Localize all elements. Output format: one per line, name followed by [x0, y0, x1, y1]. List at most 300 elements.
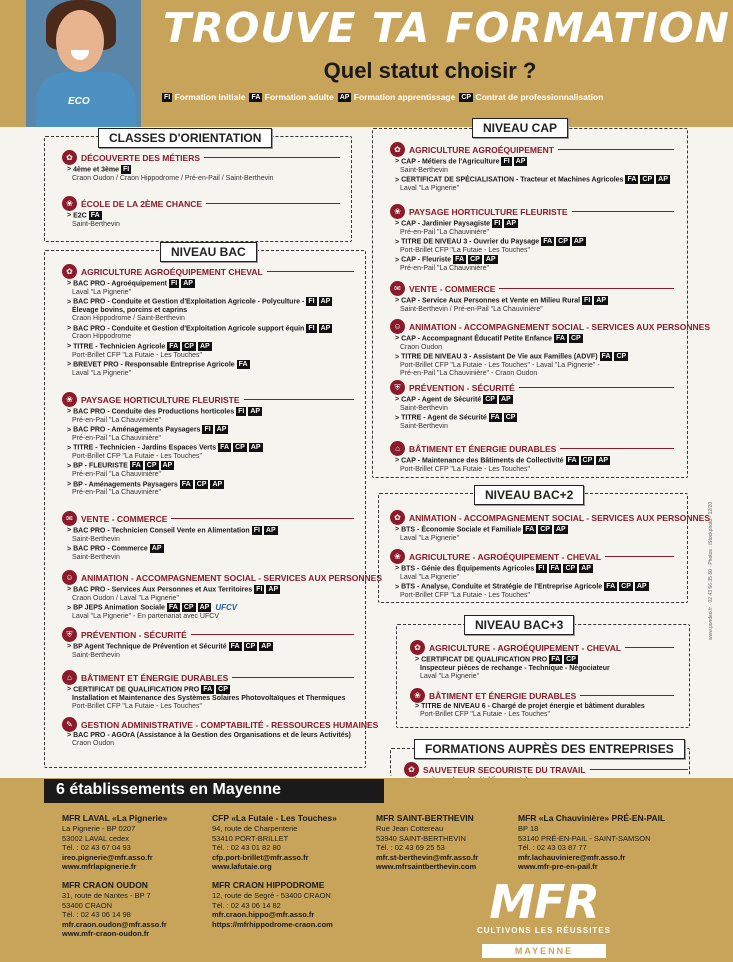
establishment	[212, 880, 333, 929]
status-tag: AP	[596, 297, 607, 304]
section-icon: ❀	[62, 196, 77, 211]
course-location: Pré-en-Pail "La Chauvinière"	[72, 489, 162, 497]
course-location: Craon Oudon	[400, 343, 443, 351]
photo-shirt-text: ECO	[68, 96, 90, 107]
course-item	[67, 443, 362, 453]
course-title: TITRE de NIVEAU 6 - Chargé de projet énergie et bâtiment durables	[421, 703, 645, 710]
section-rule	[204, 157, 340, 158]
status-tag: FA	[627, 176, 637, 184]
section-title: PAYSAGE HORTICULTURE FLEURISTE	[409, 206, 568, 217]
course-item	[67, 642, 362, 652]
section-title: VENTE - COMMERCE	[81, 513, 168, 524]
status-tag: AP	[151, 545, 162, 553]
course-title: BAC PRO - Aménagements Paysagers	[73, 426, 201, 434]
section-header	[62, 627, 362, 642]
status-tag: AP	[199, 604, 210, 612]
status-tag: AP	[250, 408, 261, 415]
establishment-line: Tél. : 02 43 06 14 82	[212, 900, 281, 910]
establishment	[376, 813, 478, 872]
section-rule	[191, 634, 354, 635]
section-header	[62, 392, 362, 407]
section-title: PRÉVENTION - SÉCURITÉ	[81, 629, 187, 640]
course-title: CERTIFICAT DE QUALIFICATION PRO	[421, 656, 548, 664]
section-icon: ⛨	[62, 627, 77, 642]
ufcv-logo: UFCV	[215, 602, 238, 612]
course-location: Port-Brillet CFP "La Futaie - Les Touches"	[420, 711, 550, 719]
section-title: AGRICULTURE AGROÉQUIPEMENT	[409, 144, 554, 155]
status-tag: FI	[123, 166, 130, 173]
status-tag: CP	[565, 565, 576, 572]
establishment	[212, 813, 337, 872]
course-title: BAC PRO - AGOrA (Assistance à la Gestion des Organisations et de leurs Activités)	[73, 732, 351, 739]
section-title: BÂTIMENT ET ÉNERGIE DURABLES	[409, 443, 557, 454]
section-icon: ❀	[390, 549, 405, 564]
section-icon: ✉	[390, 281, 405, 296]
course-title: BAC PRO - Commerce	[73, 545, 148, 553]
bac-section	[62, 511, 362, 562]
course-title: CAP - Accompagnant Éducatif Petite Enfance	[401, 335, 553, 343]
status-tag: AP	[199, 342, 210, 350]
section-header	[62, 570, 382, 585]
course-location: Port-Brillet CFP "La Futaie - Les Touches"	[72, 351, 202, 359]
status-tag: AP	[265, 527, 276, 534]
section-title: BÂTIMENT ET ÉNERGIE DURABLES	[81, 672, 229, 683]
section-icon: ☺	[62, 570, 77, 585]
cap-box-title: NIVEAU CAP	[472, 118, 568, 138]
course-item	[67, 544, 362, 554]
establishment-line: 53410 PORT-BRILLET	[212, 833, 289, 843]
section-title: PAYSAGE HORTICULTURE FLEURISTE	[81, 394, 240, 405]
course-location: Craon Oudon / Laval "La Pignerie"	[72, 594, 179, 602]
legend-label: Contrat de professionnalisation	[473, 92, 604, 102]
status-tag: CP	[642, 176, 653, 184]
bac-section	[62, 627, 362, 660]
status-tag: AP	[658, 176, 668, 184]
course-title: CAP - Fleuriste	[401, 256, 452, 264]
legend-label: Formation apprentissage	[351, 92, 456, 102]
establishment-line: 53140 PRÉ-EN-PAIL - SAINT-SAMSON	[518, 833, 651, 843]
bac-section	[62, 717, 379, 749]
course-item	[395, 255, 682, 265]
legend-tag-fa: FA	[251, 94, 261, 102]
arrow-icon: >	[415, 703, 420, 710]
section-header	[390, 281, 682, 296]
course-item	[395, 175, 682, 185]
mfr-logo-text: MFR	[489, 875, 599, 929]
section-icon: ⌂	[62, 670, 77, 685]
establishment-line: 53002 LAVAL cedex	[62, 833, 129, 843]
status-tag: AP	[555, 526, 566, 533]
course-location: Saint-Berthevin	[72, 535, 120, 543]
arrow-icon: >	[395, 583, 400, 591]
arrow-icon: >	[67, 444, 72, 452]
section-header	[410, 688, 682, 703]
arrow-icon: >	[395, 396, 400, 404]
course-item	[395, 395, 682, 405]
establishment-line: Tél. : 02 43 03 87 77	[518, 843, 587, 853]
establishment-line: www.mfrlapignerie.fr	[62, 862, 137, 872]
status-tag: CP	[582, 457, 593, 464]
arrow-icon: >	[67, 166, 72, 174]
legend-tag-ap: AP	[339, 94, 350, 102]
bac2-box-title: NIVEAU BAC+2	[474, 485, 584, 505]
course-title: TITRE - Agent de Sécurité	[401, 414, 487, 422]
status-tag: FI	[494, 220, 501, 227]
status-tag: FA	[455, 256, 465, 264]
status-tag: CP	[218, 686, 228, 693]
course-item	[67, 461, 362, 471]
course-location: Saint-Berthevin	[72, 651, 120, 659]
establishment-line: 94, route de Charpenterie	[212, 824, 298, 833]
course-location: Port-Brillet CFP "La Futaie - Les Touches"	[400, 465, 530, 473]
course-location: Saint-Berthevin	[400, 404, 448, 412]
arrow-icon: >	[395, 297, 400, 305]
course-location: Craon Oudon	[72, 740, 115, 748]
establishment-line: mfr.lachauviniere@mfr.asso.fr	[518, 852, 626, 862]
status-tag: FI	[170, 280, 178, 287]
course-title: E2C	[73, 212, 87, 220]
course-location: Port-Brillet CFP "La Futaie - Les Touches"	[400, 246, 530, 254]
course-title: BAC PRO - Services Aux Personnes et Aux Territoires	[73, 586, 253, 594]
entreprises-box-title: FORMATIONS AUPRÈS DES ENTREPRISES	[414, 739, 685, 759]
course-title: CAP - Service Aux Personnes et Vente en Milieu Rural	[401, 297, 581, 305]
establishment-line: www.mfrsaintberthevin.com	[376, 862, 477, 872]
establishment-line: ireo.pignerie@mfr.asso.fr	[62, 852, 153, 862]
establishment-name: CFP «La Futaie - Les Touches»	[212, 813, 337, 823]
bac3-section	[410, 688, 682, 720]
status-tag: FA	[90, 212, 100, 219]
establishment-line: 53400 CRAON	[62, 900, 113, 910]
course-title: BAC PRO - Conduite des Productions horticoles	[73, 408, 235, 416]
status-tag: CP	[616, 353, 627, 361]
section-icon: ⌂	[390, 441, 405, 456]
course-location: Port-Brillet CFP "La Futaie - Les Touches"	[72, 703, 202, 711]
section-title: ANIMATION - ACCOMPAGNEMENT SOCIAL - SERVICES AUX PERSONNES	[81, 572, 382, 583]
section-header	[390, 204, 682, 219]
course-item	[67, 324, 362, 334]
course-item	[395, 413, 682, 423]
section-header	[62, 717, 379, 732]
arrow-icon: >	[395, 335, 400, 343]
course-location: Port-Brillet CFP "La Futaie - Les Touches" - Laval "La Pignerie" -	[400, 361, 600, 369]
status-tag: FA	[181, 480, 191, 488]
legend-tag-cp: CP	[461, 94, 472, 102]
course-item	[395, 582, 682, 592]
status-tag: FA	[551, 656, 561, 663]
course-item	[395, 296, 682, 306]
section-header	[390, 549, 682, 564]
status-tag: FA	[606, 583, 616, 591]
section-header	[62, 150, 348, 165]
arrow-icon: >	[395, 158, 400, 166]
section-title: DÉCOUVERTE DES MÉTIERS	[81, 152, 201, 163]
status-tag: FA	[525, 526, 535, 533]
course-location: Craon Oudon / Craon Hippodrome / Pré-en-Pail / Saint-Berthevin	[72, 174, 274, 182]
status-tag: CP	[505, 414, 516, 422]
status-tag: AP	[485, 256, 496, 264]
arrow-icon: >	[67, 426, 72, 434]
course-title: BAC PRO - Agroéquipement	[73, 280, 167, 288]
establishment-line: https://mfrhippodrome-craon.com	[212, 919, 333, 929]
status-tag: AP	[216, 426, 227, 434]
status-tag: AP	[506, 220, 517, 227]
arrow-icon: >	[395, 565, 400, 573]
establishment-line: Tél. : 02 43 06 14 98	[62, 910, 131, 920]
section-title: ÉCOLE DE LA 2ÈME CHANCE	[81, 198, 203, 209]
bac-section	[62, 570, 382, 621]
course-location: Pré-en-Pail "La Chauvinière"	[72, 434, 162, 442]
course-title: TITRE - Technicien Agricole	[73, 343, 166, 351]
establishment-line: Tél. : 02 43 67 04 93	[62, 843, 131, 853]
section-rule	[244, 399, 354, 400]
course-location: Pré-en-Pail "La Chauvinière"	[72, 471, 162, 479]
section-icon: ✿	[390, 510, 405, 525]
course-title: BAC PRO - Technicien Conseil Vente en Alimentation	[73, 527, 250, 535]
section-rule	[267, 271, 354, 272]
status-tag: FA	[556, 335, 565, 342]
establishment	[62, 880, 167, 939]
legend-label: Formation initiale	[172, 92, 246, 102]
section-header	[390, 380, 682, 395]
establishment-line: La Pignerie - BP 0207	[62, 824, 136, 833]
course-location: Saint-Berthevin	[400, 422, 448, 430]
course-item	[395, 157, 682, 167]
status-tag: AP	[515, 158, 526, 165]
status-tag: FA	[543, 238, 553, 246]
status-tag: FA	[168, 604, 178, 612]
status-tag: FA	[220, 444, 230, 452]
establishment-line: Rue Jean Cottereau	[376, 824, 444, 833]
course-location: Craon Hippodrome	[72, 333, 132, 341]
course-item	[67, 480, 362, 490]
section-icon: ✿	[390, 142, 405, 157]
status-tag: CP	[235, 444, 245, 452]
status-tag: FI	[538, 565, 545, 572]
establishment-name: MFR LAVAL «La Pignerie»	[62, 813, 168, 823]
course-title: BTS - Génie des Équipements Agricoles	[401, 565, 535, 573]
section-rule	[519, 387, 674, 388]
course-item	[67, 165, 348, 175]
status-tag: CP	[146, 462, 157, 470]
establishment-name: MFR SAINT-BERTHEVIN	[376, 813, 474, 823]
status-tag: AP	[500, 396, 511, 403]
arrow-icon: >	[67, 408, 72, 416]
bac-section	[62, 264, 362, 378]
arrow-icon: >	[67, 480, 72, 488]
print-credit: www.pondeo.fr · 02 43 56 35 80 · Photos : iStockphoto - 12/20	[708, 501, 714, 640]
course-location: Saint-Berthevin	[72, 220, 120, 228]
course-location: Pré-en-Pail "La Chauvinière"	[400, 228, 490, 236]
arrow-icon: >	[395, 457, 400, 465]
course-title: BTS - Économie Sociale et Familiale	[401, 526, 522, 534]
student-photo	[26, 0, 141, 127]
arrow-icon: >	[395, 220, 400, 228]
page-subtitle: Quel statut choisir ?	[323, 58, 537, 83]
section-header	[410, 640, 682, 655]
status-tag: AP	[261, 643, 272, 650]
section-title: GESTION ADMINISTRATIVE - COMPTABILITÉ - RESSOURCES HUMAINES	[81, 719, 379, 730]
course-subtitle: Inspecteur pièces de rechange - Technique - Négociateur	[420, 664, 610, 672]
arrow-icon: >	[67, 643, 72, 651]
course-location: Laval "La Pignerie"	[400, 534, 460, 542]
page-title: TROUVE TA FORMATION	[163, 4, 730, 52]
course-item	[67, 603, 362, 613]
section-icon: ⛨	[390, 380, 405, 395]
status-tag: AP	[162, 462, 173, 470]
course-title: TITRE DE NIVEAU 3 - Ouvrier du Paysage	[401, 238, 540, 246]
status-tag: FA	[490, 414, 500, 422]
cap-section	[390, 441, 682, 474]
course-location: Pré-en-Pail "La Chauvinière" - Craon Oudon	[400, 370, 538, 378]
course-item	[67, 360, 362, 370]
course-location: Craon Hippodrome / Saint-Berthevin	[72, 315, 185, 323]
section-header	[62, 196, 348, 211]
establishment-line: mfr.craon.hippo@mfr.asso.fr	[212, 910, 315, 920]
course-item	[395, 456, 682, 466]
status-tag: CP	[196, 480, 207, 488]
status-tag: AP	[268, 586, 279, 593]
establishment-name: MFR CRAON HIPPODROME	[212, 880, 325, 890]
course-item	[67, 211, 348, 221]
course-item	[395, 564, 682, 574]
arrow-icon: >	[395, 238, 400, 246]
course-location: Saint-Berthevin	[72, 553, 120, 561]
course-title: CAP - Maintenance des Bâtiments de Collectivité	[401, 457, 564, 465]
arrow-icon: >	[67, 732, 72, 739]
course-location: Laval "La Pignerie"	[72, 369, 132, 377]
establishment-line: Tél. : 02 43 01 82 80	[212, 843, 281, 853]
orientation-box-title: CLASSES D'ORIENTATION	[98, 128, 272, 148]
section-icon: ❀	[410, 688, 425, 703]
course-title: CAP - Agent de Sécurité	[401, 396, 482, 404]
status-tag: CP	[621, 583, 631, 591]
status-tag: AP	[320, 324, 331, 332]
section-title: VENTE - COMMERCE	[409, 283, 496, 294]
section-icon: ✎	[62, 717, 77, 732]
course-location: Pré-en-Pail "La Chauvinière"	[400, 265, 490, 273]
status-tag: CP	[485, 396, 495, 403]
orientation-section	[62, 150, 348, 183]
arrow-icon: >	[67, 280, 72, 288]
section-title: AGRICULTURE AGROÉQUIPEMENT CHEVAL	[81, 266, 263, 277]
arrow-icon: >	[67, 298, 72, 306]
section-header	[390, 142, 682, 157]
establishment-line: www.lafutaie.org	[212, 862, 272, 872]
arrow-icon: >	[415, 656, 420, 664]
bac-box-title: NIVEAU BAC	[160, 242, 257, 262]
section-rule	[558, 149, 674, 150]
status-tag: FA	[601, 353, 611, 361]
status-legend	[158, 92, 603, 102]
establishment-line: cfp.port-brillet@mfr.asso.fr	[212, 852, 309, 862]
legend-label: Formation adulte	[262, 92, 334, 102]
establishment	[62, 813, 167, 872]
course-item	[67, 526, 362, 536]
course-title: BAC PRO - Conduite et Gestion d'Exploitation Agricole - Polyculture -	[73, 298, 305, 306]
arrow-icon: >	[395, 256, 400, 264]
course-item	[67, 279, 362, 289]
establishment-line: 53940 SAINT-BERTHEVIN	[376, 833, 466, 843]
arrow-icon: >	[395, 353, 400, 361]
status-tag: CP	[183, 604, 194, 612]
bac3-section	[410, 640, 682, 682]
course-item	[67, 585, 362, 595]
establishment-line: www.mfr-pre-en-pail.fr	[518, 862, 598, 872]
section-title: ANIMATION - ACCOMPAGNEMENT SOCIAL - SERVICES AUX PERSONNES	[409, 512, 710, 523]
course-item	[67, 732, 362, 740]
status-tag: CP	[558, 238, 568, 246]
course-location: Laval "La Pignerie" - En partenariat avec UFCV	[72, 612, 219, 620]
course-item	[67, 425, 362, 435]
course-item	[395, 237, 682, 247]
section-title: PRÉVENTION - SÉCURITÉ	[409, 382, 515, 393]
section-header	[62, 511, 362, 526]
arrow-icon: >	[67, 212, 72, 220]
status-tag: FI	[308, 324, 315, 332]
arrow-icon: >	[67, 604, 72, 612]
establishment-line: mfr.st-berthevin@mfr.asso.fr	[376, 852, 479, 862]
establishment-line: BP 18	[518, 824, 539, 833]
course-title: CAP - Métiers de l'Agriculture	[401, 158, 500, 166]
arrow-icon: >	[67, 325, 72, 333]
arrow-icon: >	[395, 526, 400, 534]
orientation-section	[62, 196, 348, 229]
status-tag: AP	[573, 238, 584, 246]
status-tag: CP	[566, 656, 576, 663]
course-subtitle: Élevage bovins, porcins et caprins	[72, 306, 188, 314]
course-title: BP Agent Technique de Prévention et Sécurité	[73, 643, 227, 651]
course-title: TITRE - Technicien - Jardins Espaces Verts	[73, 444, 217, 452]
status-tag: FI	[503, 158, 510, 165]
establishment-name: MFR CRAON OUDON	[62, 880, 148, 890]
status-tag: AP	[320, 298, 331, 306]
arrow-icon: >	[67, 343, 72, 351]
course-item	[415, 703, 682, 711]
section-rule	[560, 448, 674, 449]
status-tag: FA	[131, 462, 141, 470]
course-title: CERTIFICAT DE QUALIFICATION PRO	[73, 686, 200, 694]
status-tag: CP	[245, 643, 256, 650]
section-rule	[171, 518, 354, 519]
status-tag: FA	[550, 565, 560, 572]
course-title: BP JEPS Animation Sociale	[73, 604, 165, 612]
course-title: BAC PRO - Conduite et Gestion d'Exploitation Agricole support équin	[73, 325, 305, 333]
section-header	[62, 670, 362, 685]
section-icon: ❀	[62, 392, 77, 407]
status-tag: AP	[598, 457, 608, 464]
section-rule	[605, 556, 674, 557]
course-title: BTS - Analyse, Conduite et Stratégie de l'Entreprise Agricole	[401, 583, 603, 591]
status-tag: FI	[253, 527, 260, 534]
cap-section	[390, 142, 682, 193]
establishments-heading: 6 établissements en Mayenne	[44, 779, 384, 803]
establishment-line: mfr.craon.oudon@mfr.asso.fr	[62, 919, 167, 929]
course-title: BP - Aménagements Paysagers	[73, 480, 178, 488]
section-icon: ❀	[390, 204, 405, 219]
course-item	[395, 219, 682, 229]
section-title: AGRICULTURE - AGROÉQUIPEMENT - CHEVAL	[409, 551, 602, 562]
status-tag: FI	[256, 586, 263, 593]
course-location: Saint-Berthevin / Pré-en-Pail "La Chauvinière"	[400, 305, 543, 313]
section-rule	[232, 677, 354, 678]
section-title: SAUVETEUR SECOURISTE DU TRAVAIL	[423, 764, 586, 775]
mfr-dept: MAYENNE	[482, 944, 606, 958]
status-tag: FA	[203, 686, 213, 693]
course-location: Laval "La Pignerie"	[400, 573, 460, 581]
section-icon: ✉	[62, 511, 77, 526]
course-location: Port-Brillet CFP "La Futaie - Les Touches"	[400, 591, 530, 599]
section-icon: ✿	[62, 264, 77, 279]
